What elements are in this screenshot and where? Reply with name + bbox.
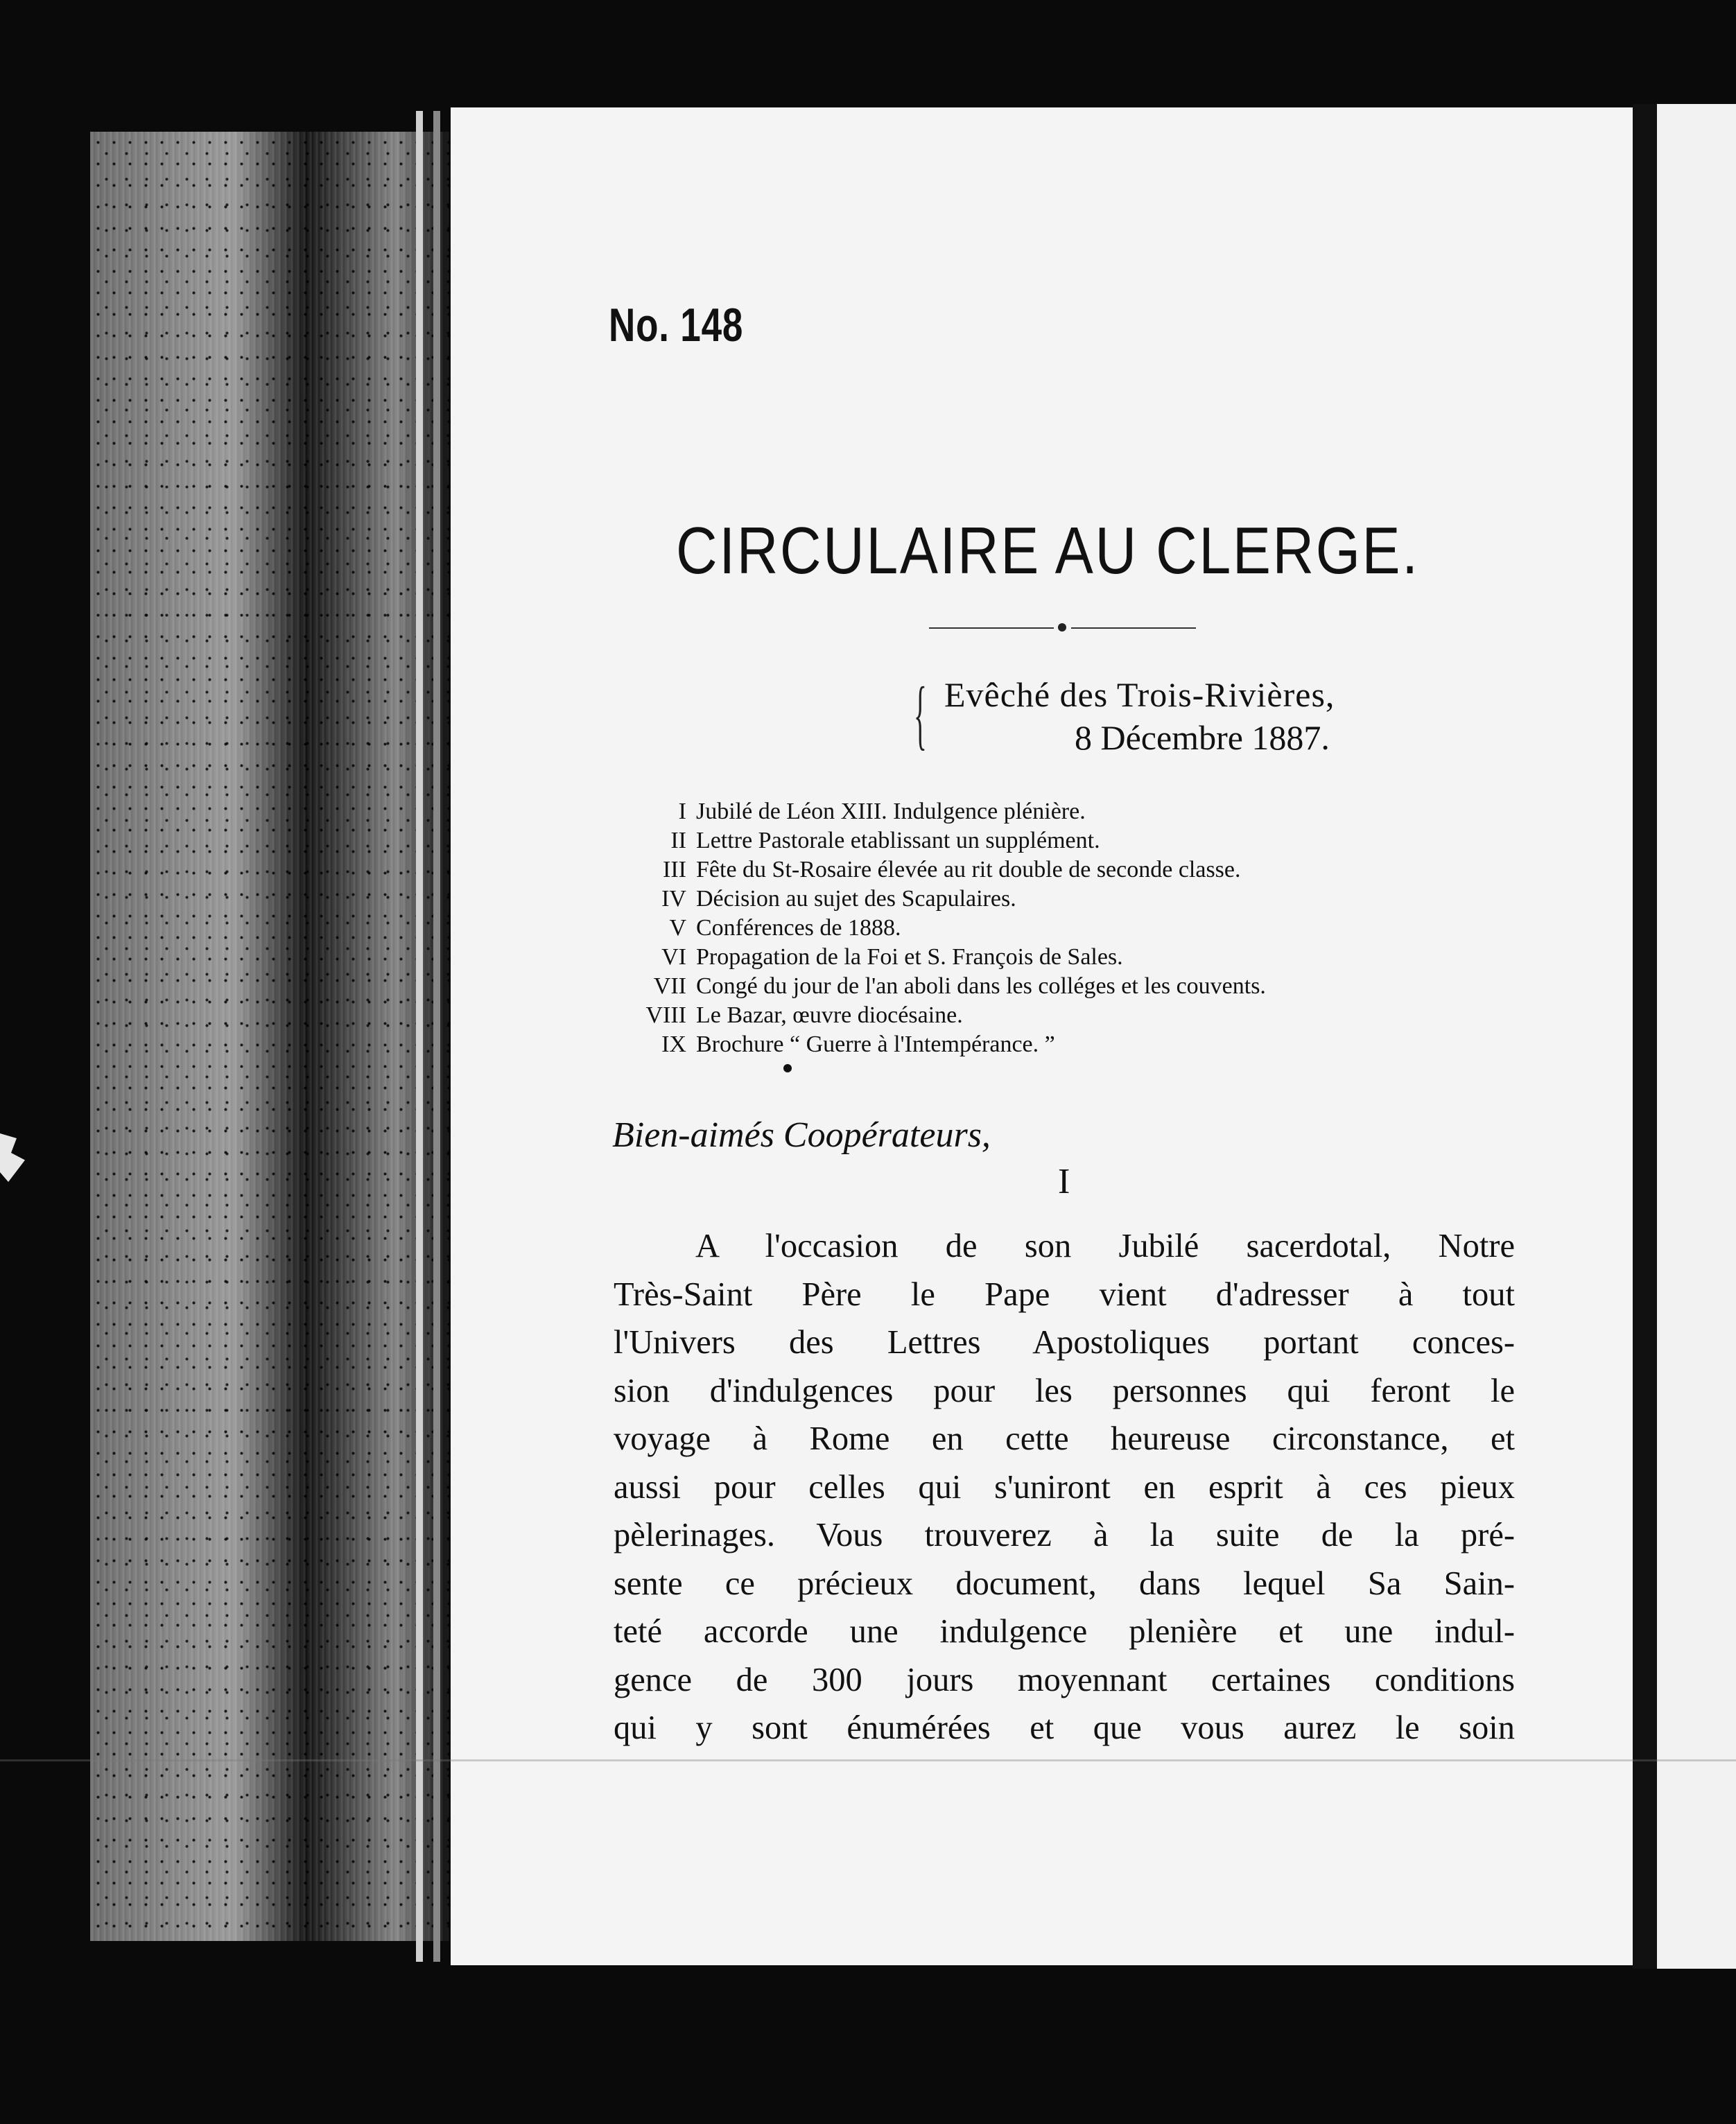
book-page-edges <box>90 132 451 1941</box>
list-item-text: Lettre Pastorale etablissant un supplément. <box>696 828 1100 853</box>
body-line: pèlerinages. Vous trouverez à la suite de la pré- <box>614 1517 1515 1553</box>
body-line: aussi pour celles qui s'uniront en esprit à ces pieux <box>614 1468 1515 1506</box>
margin-tab <box>0 1133 28 1182</box>
divider-rule-left <box>929 627 1054 629</box>
list-item <box>610 1030 1477 1059</box>
list-item-number: I <box>678 799 686 824</box>
divider-rule-right <box>1071 627 1196 629</box>
body-line: qui y sont énumérées et que vous aurez le soin <box>614 1709 1515 1746</box>
list-item-number: IV <box>661 886 686 912</box>
page-gutter-shadow <box>1633 104 1660 1969</box>
list-item-number: V <box>669 915 686 941</box>
list-item-text: Fête du St-Rosaire élevée au rit double de seconde classe. <box>696 857 1241 882</box>
body-line: A l'occasion de son Jubilé sacerdotal, Notre <box>695 1228 1515 1264</box>
list-item-number: VI <box>661 944 686 970</box>
ornament-dot <box>783 1064 792 1072</box>
salutation: Bien-aimés Coopérateurs, <box>612 1115 991 1155</box>
list-item <box>610 943 1477 972</box>
list-item-text: Propagation de la Foi et S. François de Sales. <box>696 944 1123 970</box>
next-page-edge <box>1657 104 1736 1969</box>
list-item-text: Brochure “ Guerre à l'Intempérance. ” <box>696 1031 1055 1057</box>
list-item-number: IX <box>661 1031 686 1057</box>
page-title: CIRCULAIRE AU CLERGE. <box>676 514 1420 588</box>
body-line: voyage à Rome en cette heureuse circonstance, et <box>614 1420 1515 1457</box>
list-item-number: VII <box>653 973 686 999</box>
section-number: I <box>1058 1162 1070 1201</box>
body-line: sente ce précieux document, dans lequel Sa Sain- <box>614 1565 1515 1602</box>
body-line: sion d'indulgences pour les personnes qui feront le <box>614 1372 1515 1409</box>
list-item <box>610 855 1477 885</box>
list-item <box>610 797 1477 826</box>
list-item-text: Conférences de 1888. <box>696 915 901 941</box>
list-item-number: III <box>663 857 686 882</box>
list-item <box>610 972 1477 1001</box>
list-item-text: Décision au sujet des Scapulaires. <box>696 886 1016 912</box>
body-paragraph <box>614 1222 1515 1752</box>
list-item-text: Congé du jour de l'an aboli dans les colléges et les couvents. <box>696 973 1266 999</box>
scan-artifact-line <box>0 1759 1736 1761</box>
list-item-number: VIII <box>645 1002 686 1028</box>
list-item <box>610 885 1477 914</box>
list-item <box>610 1001 1477 1030</box>
body-line: Très-Saint Père le Pape vient d'adresser à tout <box>614 1276 1515 1313</box>
spine-edge-inner <box>433 111 440 1962</box>
dateline-brace-icon: { <box>914 672 927 758</box>
spine-edge <box>416 111 423 1962</box>
table-of-contents <box>610 797 1477 1059</box>
list-item-number: II <box>670 828 686 853</box>
dateline-date: 8 Décembre 1887. <box>1075 718 1330 757</box>
body-line: l'Univers des Lettres Apostoliques portant conces- <box>614 1324 1515 1361</box>
list-item-text: Le Bazar, œuvre diocésaine. <box>696 1002 963 1028</box>
document-number: No. 148 <box>609 299 744 351</box>
list-item-text: Jubilé de Léon XIII. Indulgence plénière. <box>696 799 1086 824</box>
list-item <box>610 826 1477 855</box>
divider-ornament <box>1058 623 1066 632</box>
dateline-place: Evêché des Trois-Rivières, <box>944 675 1335 714</box>
body-line: gence de 300 jours moyennant certaines conditions <box>614 1661 1515 1698</box>
list-item <box>610 914 1477 943</box>
body-line: teté accorde une indulgence plenière et une indul- <box>614 1613 1515 1650</box>
